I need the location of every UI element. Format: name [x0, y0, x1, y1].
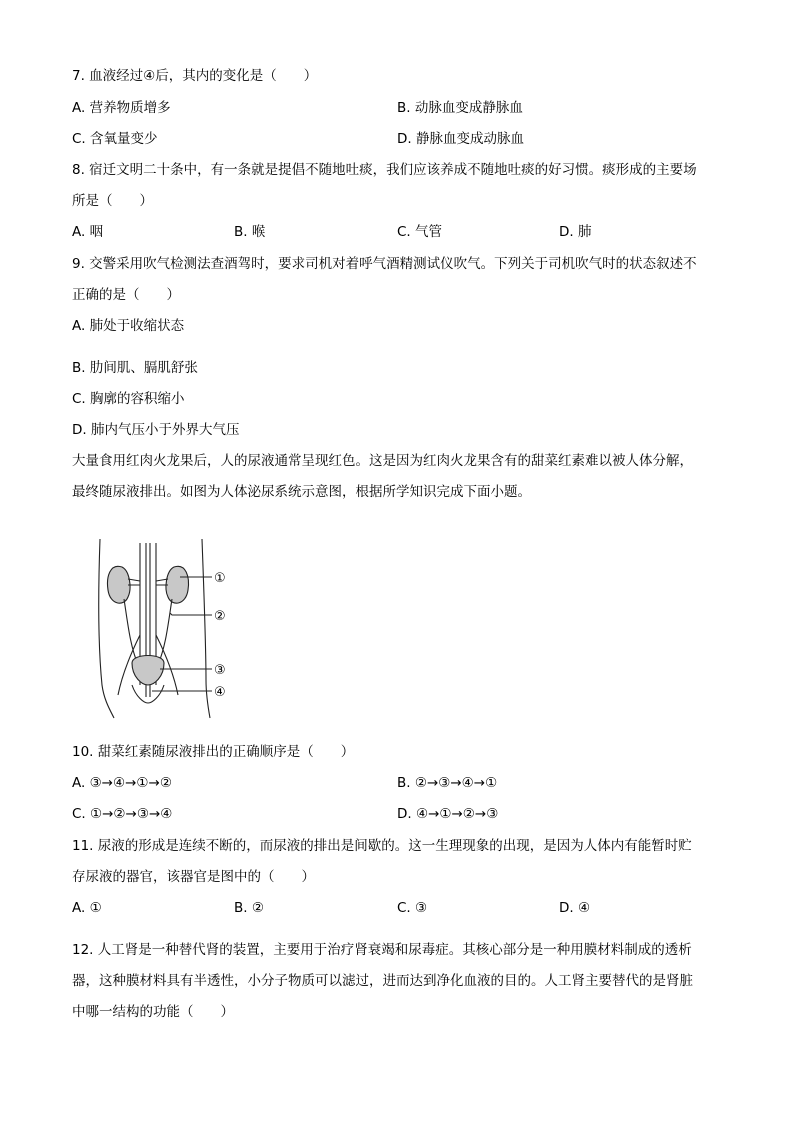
q8-stem-line1: 8. 宿迁文明二十条中，有一条就是提倡不随地吐痰，我们应该养成不随地吐痰的好习惯。痰形成的主要场 — [72, 162, 697, 178]
renal-vessels — [128, 579, 168, 585]
q12-line1: 12. 人工肾是一种替代肾的装置，主要用于治疗肾衰竭和尿毒症。其核心部分是一种用膜材料制成的透析 — [72, 942, 692, 958]
q7-option-a: A. 营养物质增多 — [72, 100, 171, 116]
q10-stem: 10. 甜菜红素随尿液排出的正确顺序是（ ） — [72, 744, 355, 760]
q12-line3: 中哪一结构的功能（ ） — [72, 1004, 234, 1020]
label-line-2 — [170, 613, 212, 615]
pelvis-curve — [132, 685, 164, 703]
q11-option-d: D. ④ — [559, 900, 591, 916]
figure-label-2: ② — [214, 609, 226, 624]
q7-option-d: D. 静脉血变成动脉血 — [397, 131, 524, 147]
q11-option-c: C. ③ — [397, 900, 428, 916]
q8-stem-line2: 所是（ ） — [72, 193, 153, 209]
q9-option-d: D. 肺内气压小于外界大气压 — [72, 422, 240, 438]
q8-option-a: A. 咽 — [72, 224, 104, 240]
q11-option-b: B. ② — [234, 900, 264, 916]
figure-label-1: ① — [214, 571, 226, 586]
q12-line2: 器，这种膜材料具有半透性，小分子物质可以滤过，进而达到净化血液的目的。人工肾主要替代的是肾脏 — [72, 973, 693, 989]
q11-stem-line1: 11. 尿液的形成是连续不断的，而尿液的排出是间歇的。这一生理现象的出现，是因为人体内有能暂时贮 — [72, 838, 692, 854]
q10-option-d: D. ④→①→②→③ — [397, 806, 499, 822]
q11-stem-line2: 存尿液的器官，该器官是图中的（ ） — [72, 869, 315, 885]
q11-option-a: A. ① — [72, 900, 102, 916]
q7-option-c: C. 含氧量变少 — [72, 131, 158, 147]
q10-option-a: A. ③→④→①→② — [72, 775, 172, 791]
figure-label-4: ④ — [214, 685, 226, 700]
q10-option-b: B. ②→③→④→① — [397, 775, 498, 791]
q9-stem-line2: 正确的是（ ） — [72, 287, 180, 303]
urethra — [146, 685, 150, 697]
q9-option-a: A. 肺处于收缩状态 — [72, 318, 185, 334]
body-outline-left — [99, 539, 114, 718]
q8-option-d: D. 肺 — [559, 224, 592, 240]
intro-line2: 最终随尿液排出。如图为人体泌尿系统示意图，根据所学知识完成下面小题。 — [72, 484, 531, 500]
q9-option-b: B. 肋间肌、膈肌舒张 — [72, 360, 198, 376]
figure-label-3: ③ — [214, 663, 226, 678]
q8-option-b: B. 喉 — [234, 224, 266, 240]
q9-option-c: C. 胸廓的容积缩小 — [72, 391, 185, 407]
urinary-system-figure — [92, 535, 252, 720]
right-kidney — [166, 566, 188, 603]
q7-stem: 7. 血液经过④后，其内的变化是（ ） — [72, 68, 318, 84]
q9-stem-line1: 9. 交警采用吹气检测法查酒驾时，要求司机对着呼气酒精测试仪吹气。下列关于司机吹气时的状态叙述不 — [72, 256, 697, 272]
intro-line1: 大量食用红肉火龙果后，人的尿液通常呈现红色。这是因为红肉火龙果含有的甜菜红素难以被人体分解， — [72, 453, 693, 469]
left-kidney — [108, 566, 130, 603]
bladder — [132, 656, 164, 686]
q8-option-c: C. 气管 — [397, 224, 443, 240]
q10-option-c: C. ①→②→③→④ — [72, 806, 173, 822]
q7-option-b: B. 动脉血变成静脉血 — [397, 100, 523, 116]
